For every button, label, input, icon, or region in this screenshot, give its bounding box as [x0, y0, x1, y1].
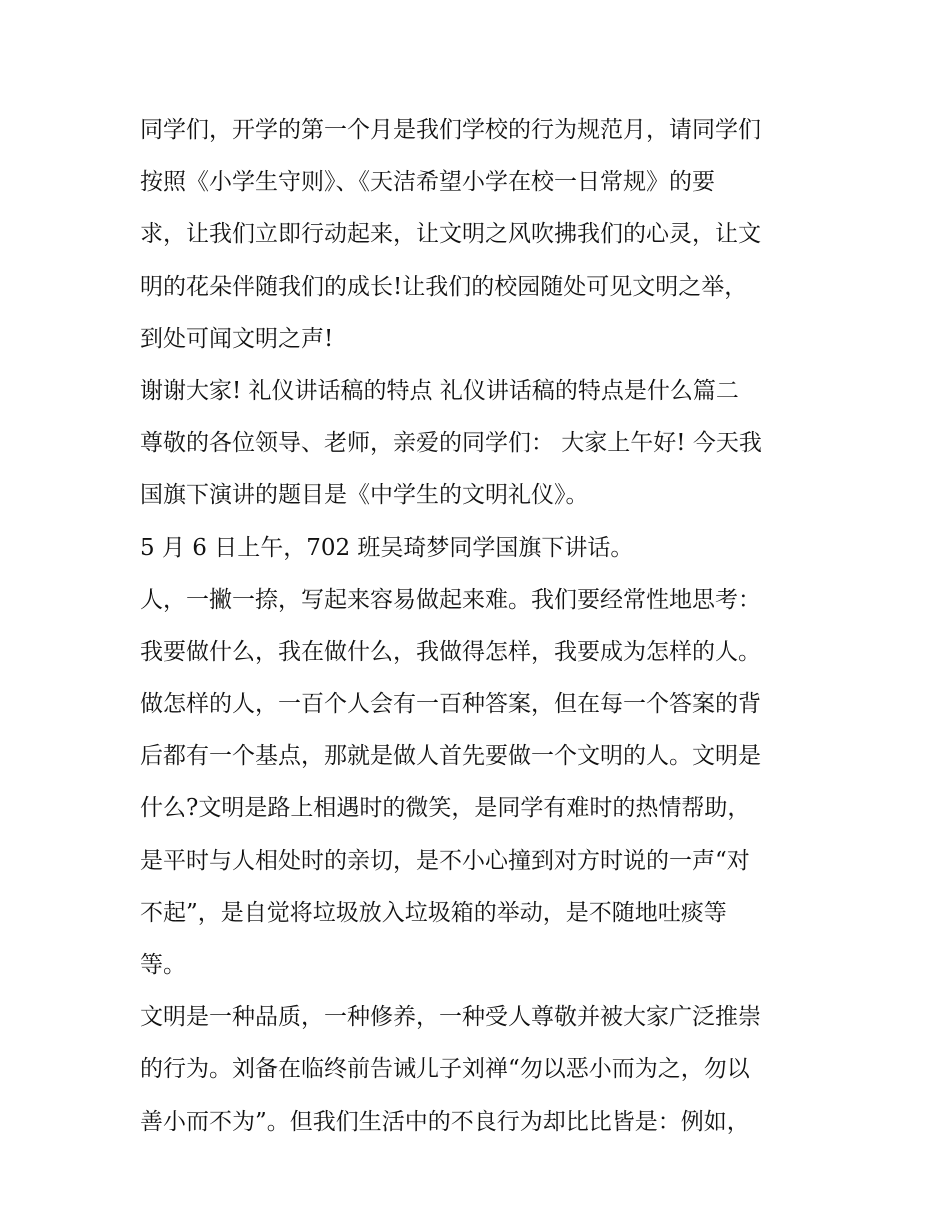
text-line: 5 月 6 日上午，702 班吴琦梦同学国旗下讲话。	[140, 534, 634, 561]
text-line: 不起”，是自觉将垃圾放入垃圾箱的举动，是不随地吐痰等	[140, 899, 727, 926]
text-line: 人，一撇一捺，写起来容易做起来难。我们要经常性地思考：	[140, 586, 761, 613]
text-line: 国旗下演讲的题目是《中学生的文明礼仪》。	[140, 482, 589, 509]
document-body	[140, 104, 820, 1148]
text-line: 文明是一种品质，一种修养，一种受人尊敬并被大家广泛推崇	[140, 1004, 761, 1031]
text-line: 尊敬的各位领导、老师，亲爱的同学们： 大家上午好! 今天我	[140, 430, 762, 457]
text-line: 做怎样的人，一百个人会有一百种答案，但在每一个答案的背	[140, 691, 761, 718]
text-line: 到处可闻文明之声!	[140, 325, 334, 352]
text-line: 后都有一个基点，那就是做人首先要做一个文明的人。文明是	[140, 743, 761, 770]
text-line: 什么?文明是路上相遇时的微笑，是同学有难时的热情帮助，	[140, 795, 751, 822]
text-line: 等。	[140, 952, 186, 978]
text-line: 同学们，开学的第一个月是我们学校的行为规范月，请同学们	[140, 117, 761, 143]
text-line: 明的花朵伴随我们的成长!让我们的校园随处可见文明之举，	[140, 273, 748, 300]
text-line: 谢谢大家! 礼仪讲话稿的特点 礼仪讲话稿的特点是什么篇二	[140, 377, 739, 404]
text-line: 善小而不为”。但我们生活中的不良行为却比比皆是：例如，	[140, 1108, 750, 1135]
text-line: 是平时与人相处时的亲切，是不小心撞到对方时说的一声“对	[140, 847, 750, 874]
text-line: 我要做什么，我在做什么，我做得怎样，我要成为怎样的人。	[140, 638, 761, 665]
text-line: 按照《小学生守则》、《天洁希望小学在校一日常规》的要	[140, 169, 715, 196]
text-line: 的行为。刘备在临终前告诫儿子刘禅“勿以恶小而为之，勿以	[140, 1056, 750, 1083]
text-line: 求，让我们立即行动起来，让文明之风吹拂我们的心灵，让文	[140, 221, 761, 248]
